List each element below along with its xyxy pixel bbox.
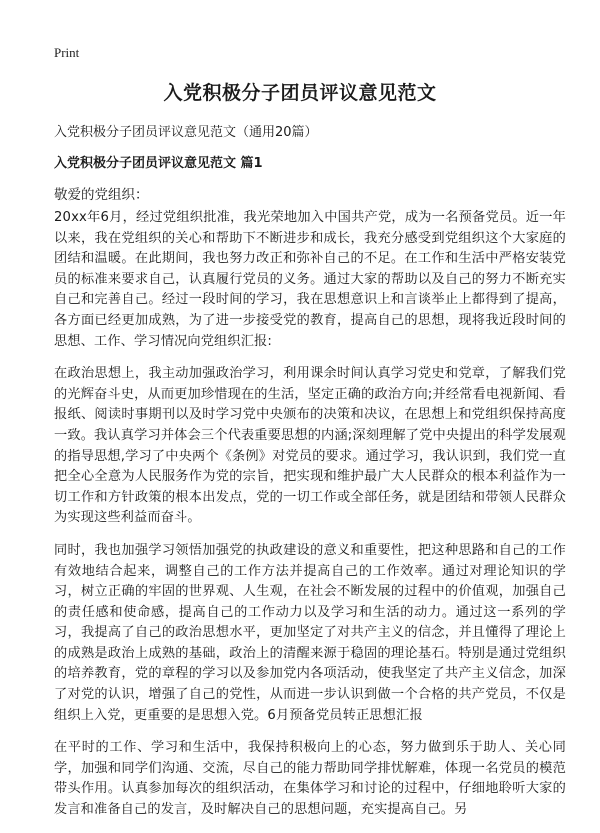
paragraph: 在政治思想上，我主动加强政治学习，利用课余时间认真学习党史和党章，了解我们党的光辉奋斗史，从而更加珍惜现在的生活，坚定正确的政治方向;并经常看电视新闻、看报纸、阅读时事期刊以及时学习党中央颁布的决策和决议，在思想上和党组织保持高度一致。我认真学习并体会三个代表重要思想的内涵;深刻理解了党中央提出的科学发展观的指导思想,学习了中央两个《条例》对党员的要求。通过学习，我认识到，我们党一直把全心全意为人民服务作为党的宗旨，把实现和维护最广大人民群众的根本利益作为一切工作和方针政策的根本出发点，党的一切工作或全部任务，就是团结和带领人民群众为实现这些利益而奋斗。	[54, 366, 566, 526]
document-subtitle: 入党积极分子团员评议意见范文（通用20篇）	[54, 125, 318, 140]
print-link[interactable]: Print	[54, 45, 80, 60]
paragraph: 20xx年6月，经过党组织批准，我光荣地加入中国共产党，成为一名预备党员。近一年以来，我在党组织的关心和帮助下不断进步和成长，我充分感受到党组织这个大家庭的团结和温暖。在此期间，我也努力改正和弥补自己的不足。在工作和生活中严格安装党员的标准来要求自己，认真履行党员的义务。通过大家的帮助以及自己的努力不断充实自己和完善自己。经过一段时间的学习，我在思想意识上和言谈举止上都得到了提高，各方面已经更加成熟，为了进一步接受党的教育，提高自己的思想，现将我近段时间的思想、工作、学习情况向党组织汇报:	[54, 210, 566, 349]
page-title: 入党积极分子团员评议意见范文	[163, 82, 437, 104]
section-heading: 入党积极分子团员评议意见范文 篇1	[54, 156, 263, 171]
document-body	[54, 208, 566, 833]
paragraph: 同时，我也加强学习领悟加强党的执政建设的意义和重要性，把这种思路和自己的工作有效地结合起来，调整自己的工作方法并提高自己的工作效率。通过对理论知识的学习，树立正确的牢固的世界观、人生观，在社会不断发展的过程中的价值观，加强自己的责任感和使命感，提高自己的工作动力以及学习和生活的动力。通过这一系列的学习，我提高了自己的政治思想水平，更加坚定了对共产主义的信念，并且懂得了理论上的成熟是政治上成熟的基础，政治上的清醒来源于稳固的理论基石。特别是通过党组织的培养教育，党的章程的学习以及参加党内各项活动，使我坚定了共产主义信念，加深了对党的认识，增强了自己的党性，从而进一步认识到做一个合格的共产党员，不仅是组织上入党，更重要的是思想入党。6月预备党员转正思想汇报	[54, 542, 566, 723]
paragraph: 在平时的工作、学习和生活中，我保持积极向上的心态，努力做到乐于助人、关心同学，加强和同学们沟通、交流，尽自己的能力帮助同学排忧解难，体现一名党员的模范带头作用。认真参加每次的组织活动，在集体学习和讨论的过程中，仔细地聆听大家的发言和准备自己的发言，及时解决自己的思想问题，充实提高自己。另	[54, 740, 566, 818]
salutation: 敬爱的党组织：	[54, 187, 149, 203]
